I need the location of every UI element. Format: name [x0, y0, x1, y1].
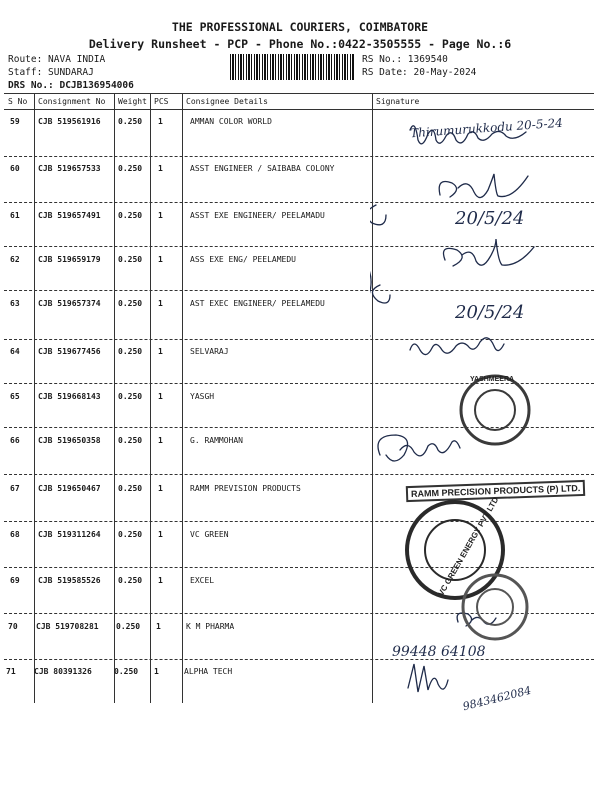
row-weight: 0.250	[118, 484, 143, 493]
row-pcs: 1	[158, 117, 163, 126]
column-header-consignee: Consignee Details	[186, 97, 268, 106]
staff-label: Staff: SUNDARAJ	[8, 67, 94, 78]
row-consignment: CJB 519657533	[38, 164, 101, 173]
row-sno: 65	[10, 392, 20, 401]
row-weight: 0.250	[118, 117, 143, 126]
table-top-border	[4, 93, 594, 94]
row-consignee: G. RAMMOHAN	[190, 436, 243, 445]
row-divider	[4, 383, 594, 384]
handwritten-signature-59: Thirumurukkodu 20-5-24	[409, 115, 564, 141]
row-weight: 0.250	[118, 436, 143, 445]
row-weight: 0.250	[118, 211, 143, 220]
row-sno: 62	[10, 255, 20, 264]
rs-number: RS No.: 1369540	[362, 54, 448, 65]
column-divider	[182, 93, 183, 703]
row-sno: 69	[10, 576, 20, 585]
row-divider	[4, 246, 594, 247]
row-consignment: CJB 519708281	[36, 622, 99, 631]
row-weight: 0.250	[118, 255, 143, 264]
row-consignment: CJB 519659179	[38, 255, 101, 264]
row-sno: 70	[8, 622, 18, 631]
row-sno: 68	[10, 530, 20, 539]
row-consignee: EXCEL	[190, 576, 215, 585]
row-pcs: 1	[158, 530, 163, 539]
row-sno: 71	[6, 667, 16, 676]
row-consignment: CJB 519657374	[38, 299, 101, 308]
vcgreen-stamp-label: VC GREEN ENERGY PVT LTD	[436, 495, 501, 598]
row-pcs: 1	[158, 392, 163, 401]
row-consignee: K M PHARMA	[186, 622, 235, 631]
row-consignment: CJB 519311264	[38, 530, 101, 539]
row-consignee: SELVARAJ	[190, 347, 229, 356]
row-divider	[4, 474, 594, 475]
row-pcs: 1	[158, 484, 163, 493]
route-label: Route: NAVA INDIA	[8, 54, 106, 65]
row-consignee: ASS EXE ENG/ PEELAMEDU	[190, 255, 296, 264]
row-divider	[4, 202, 594, 203]
column-divider	[114, 93, 115, 703]
excel-round-stamp	[456, 568, 534, 646]
rs-date: RS Date: 20-May-2024	[362, 67, 477, 78]
row-consignee: ASST EXE ENGINEER/ PEELAMADU	[190, 211, 325, 220]
handwritten-date-61: 20/5/24	[455, 208, 525, 229]
handwritten-phone-71: 9843462084	[461, 683, 533, 714]
ramm-company-stamp: RAMM PRECISION PRODUCTS (P) LTD.	[406, 480, 586, 502]
handwritten-phone-70: 99448 64108	[392, 644, 486, 660]
row-divider	[4, 156, 594, 157]
row-pcs: 1	[158, 164, 163, 173]
row-divider	[4, 339, 594, 340]
row-pcs: 1	[158, 211, 163, 220]
row-sno: 59	[10, 117, 20, 126]
row-weight: 0.250	[118, 299, 143, 308]
table-header-border	[4, 109, 594, 110]
row-consignment: CJB 519561916	[38, 117, 101, 126]
row-consignee: YASGH	[190, 392, 215, 401]
row-weight: 0.250	[118, 392, 143, 401]
row-pcs: 1	[156, 622, 161, 631]
row-weight: 0.250	[118, 530, 143, 539]
row-consignee: AST EXEC ENGINEER/ PEELAMEDU	[190, 299, 325, 308]
yashmeera-stamp-label: YASHMEERA	[470, 376, 515, 383]
row-pcs: 1	[158, 255, 163, 264]
row-divider	[4, 567, 594, 568]
column-divider	[34, 93, 35, 703]
row-consignment: CJB 519585526	[38, 576, 101, 585]
row-sno: 63	[10, 299, 20, 308]
column-divider	[150, 93, 151, 703]
row-weight: 0.250	[118, 347, 143, 356]
company-title: THE PROFESSIONAL COURIERS, COIMBATORE	[171, 20, 429, 34]
row-sno: 66	[10, 436, 20, 445]
row-weight: 0.250	[116, 622, 141, 631]
row-consignment: CJB 80391326	[34, 667, 92, 676]
row-pcs: 1	[158, 576, 163, 585]
row-pcs: 1	[158, 347, 163, 356]
column-header-weight: Weight	[118, 97, 147, 106]
row-divider	[4, 613, 594, 614]
drs-number: DRS No.: DCJB136954006	[8, 80, 134, 91]
row-consignee: ASST ENGINEER / SAIBABA COLONY	[190, 164, 335, 173]
row-weight: 0.250	[118, 164, 143, 173]
row-consignee: RAMM PREVISION PRODUCTS	[190, 484, 301, 493]
runsheet-subtitle: Delivery Runsheet - PCP - Phone No.:0422-3505555 - Page No.:6	[88, 37, 512, 51]
row-divider	[4, 659, 594, 660]
row-divider	[4, 290, 594, 291]
handwritten-date-63: 20/5/24	[455, 302, 525, 323]
column-header-pcs: PCS	[154, 97, 169, 106]
row-weight: 0.250	[114, 667, 139, 676]
column-header-consignment: Consignment No	[38, 97, 106, 106]
row-consignment: CJB 519650467	[38, 484, 101, 493]
column-divider	[372, 93, 373, 703]
row-consignment: CJB 519657491	[38, 211, 101, 220]
barcode	[230, 54, 354, 80]
row-consignment: CJB 519668143	[38, 392, 101, 401]
row-sno: 60	[10, 164, 20, 173]
row-sno: 67	[10, 484, 20, 493]
row-consignment: CJB 519677456	[38, 347, 101, 356]
row-sno: 61	[10, 211, 20, 220]
row-divider	[4, 427, 594, 428]
row-consignee: AMMAN COLOR WORLD	[190, 117, 272, 126]
row-pcs: 1	[158, 436, 163, 445]
row-divider	[4, 521, 594, 522]
signature-ink	[370, 110, 600, 710]
row-weight: 0.250	[118, 576, 143, 585]
row-consignee: VC GREEN	[190, 530, 229, 539]
row-pcs: 1	[154, 667, 159, 676]
row-pcs: 1	[158, 299, 163, 308]
row-consignment: CJB 519650358	[38, 436, 101, 445]
row-sno: 64	[10, 347, 20, 356]
column-header-signature: Signature	[376, 97, 420, 106]
column-header-sno: S No	[8, 97, 28, 106]
row-consignee: ALPHA TECH	[184, 667, 233, 676]
